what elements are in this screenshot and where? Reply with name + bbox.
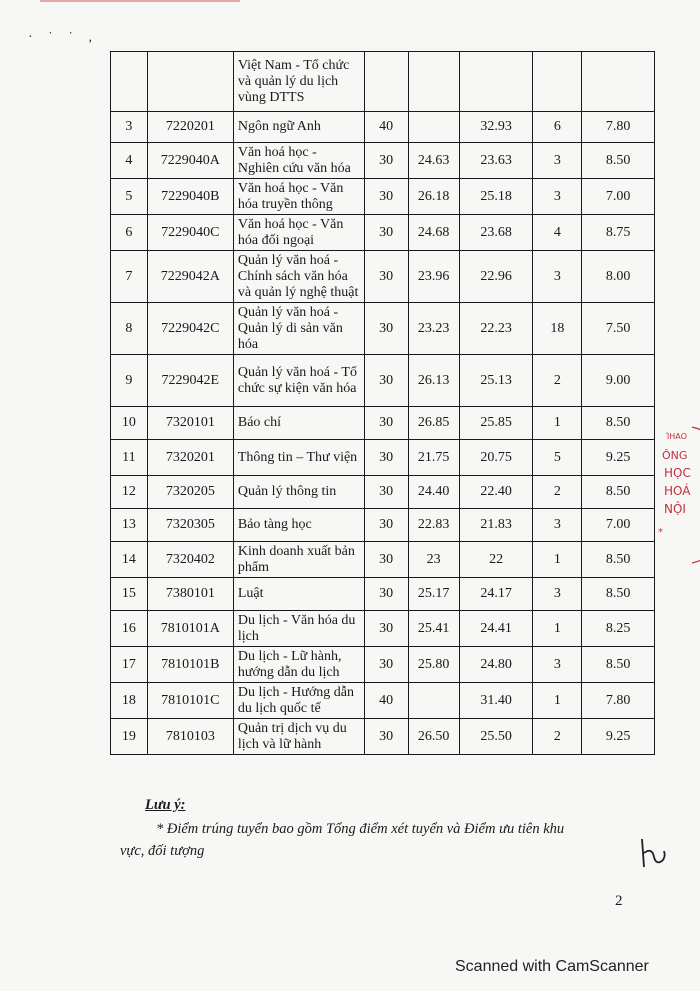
cell-code: 7380101 xyxy=(147,578,233,611)
table-row xyxy=(111,407,655,440)
cell-point: 7.50 xyxy=(582,303,655,355)
cell-quota: 30 xyxy=(364,578,408,611)
cell-code: 7320201 xyxy=(147,440,233,476)
cell-score: 26.13 xyxy=(408,355,459,407)
cell-quota: 30 xyxy=(364,251,408,303)
cell-score: 26.18 xyxy=(408,179,459,215)
cell-code: 7220201 xyxy=(147,112,233,143)
cell-point: 8.50 xyxy=(582,542,655,578)
cell-score-adjusted: 21.83 xyxy=(459,509,533,542)
cell-point: 8.50 xyxy=(582,407,655,440)
cell-score-adjusted: 22.96 xyxy=(459,251,533,303)
cell-score-adjusted: 22.40 xyxy=(459,476,533,509)
cell-quota: 40 xyxy=(364,683,408,719)
cell-name: Quản lý văn hoá - Chính sách văn hóa và quản lý nghệ thuật xyxy=(233,251,364,303)
cell-name: Du lịch - Hướng dẫn du lịch quốc tế xyxy=(233,683,364,719)
cell-stt: 11 xyxy=(111,440,148,476)
cell-stt: 3 xyxy=(111,112,148,143)
cell-count: 5 xyxy=(533,440,582,476)
table-row xyxy=(111,440,655,476)
cell-point: 9.25 xyxy=(582,719,655,755)
cell-count: 3 xyxy=(533,179,582,215)
cell-point: 8.00 xyxy=(582,251,655,303)
cell-point: 8.50 xyxy=(582,647,655,683)
cell-count: 4 xyxy=(533,215,582,251)
cell-quota: 40 xyxy=(364,112,408,143)
cell-point: 8.75 xyxy=(582,215,655,251)
cell-code: 7229042C xyxy=(147,303,233,355)
cell-code: 7810103 xyxy=(147,719,233,755)
cell-point: 8.25 xyxy=(582,611,655,647)
table-row xyxy=(111,112,655,143)
cell-stt: 15 xyxy=(111,578,148,611)
svg-text:ÔNG: ÔNG xyxy=(662,449,688,462)
cell-code: 7229042E xyxy=(147,355,233,407)
cell-quota: 30 xyxy=(364,509,408,542)
cell-count: 18 xyxy=(533,303,582,355)
table-body xyxy=(111,52,655,755)
cell-stt: 12 xyxy=(111,476,148,509)
cell-score-adjusted: 31.40 xyxy=(459,683,533,719)
cell-stt: 5 xyxy=(111,179,148,215)
cell-point: 7.80 xyxy=(582,112,655,143)
cell-stt: 13 xyxy=(111,509,148,542)
cell-name: Văn hoá học - Văn hóa đối ngoại xyxy=(233,215,364,251)
cell-stt: 18 xyxy=(111,683,148,719)
cell-code: 7320402 xyxy=(147,542,233,578)
cell-quota: 30 xyxy=(364,143,408,179)
page-number: 2 xyxy=(615,893,623,909)
cell-score xyxy=(408,683,459,719)
svg-text:ΊΗΑΟ: ΊΗΑΟ xyxy=(666,432,688,441)
cell-count: 3 xyxy=(533,647,582,683)
cell-count: 1 xyxy=(533,611,582,647)
scan-edge-mark xyxy=(40,0,240,2)
cell-quota: 30 xyxy=(364,719,408,755)
cell-score xyxy=(408,112,459,143)
cell-point xyxy=(582,52,655,112)
cell-stt: 10 xyxy=(111,407,148,440)
cell-count: 3 xyxy=(533,251,582,303)
cell-score-adjusted: 25.50 xyxy=(459,719,533,755)
scanner-watermark: Scanned with CamScanner xyxy=(455,958,649,975)
cell-name: Luật xyxy=(233,578,364,611)
cell-quota: 30 xyxy=(364,303,408,355)
red-seal-stamp xyxy=(652,425,700,565)
note-line-2: vực, đối tượng xyxy=(120,843,205,859)
cell-score-adjusted: 25.85 xyxy=(459,407,533,440)
cell-score: 24.40 xyxy=(408,476,459,509)
svg-text:NỘI: NỘI xyxy=(664,502,686,516)
cell-score: 23 xyxy=(408,542,459,578)
table-row xyxy=(111,647,655,683)
cell-point: 7.00 xyxy=(582,179,655,215)
cell-name: Bảo tàng học xyxy=(233,509,364,542)
cell-count: 3 xyxy=(533,578,582,611)
cell-code xyxy=(147,52,233,112)
cell-point: 7.80 xyxy=(582,683,655,719)
cell-quota xyxy=(364,52,408,112)
cell-score: 24.68 xyxy=(408,215,459,251)
cell-quota: 30 xyxy=(364,476,408,509)
cell-score: 25.41 xyxy=(408,611,459,647)
cell-score: 25.80 xyxy=(408,647,459,683)
table-row xyxy=(111,215,655,251)
svg-text:HOÁ: HOÁ xyxy=(664,484,691,498)
cell-stt: 9 xyxy=(111,355,148,407)
cell-score-adjusted: 24.80 xyxy=(459,647,533,683)
cell-score-adjusted: 24.41 xyxy=(459,611,533,647)
cell-name: Báo chí xyxy=(233,407,364,440)
table-row xyxy=(111,542,655,578)
cell-score: 23.23 xyxy=(408,303,459,355)
cell-code: 7229040A xyxy=(147,143,233,179)
cell-score xyxy=(408,52,459,112)
cell-name: Thông tin – Thư viện xyxy=(233,440,364,476)
cell-point: 7.00 xyxy=(582,509,655,542)
svg-text:HỌC: HỌC xyxy=(664,466,691,480)
cell-count: 6 xyxy=(533,112,582,143)
cell-point: 8.50 xyxy=(582,578,655,611)
cell-score: 21.75 xyxy=(408,440,459,476)
cell-code: 7810101B xyxy=(147,647,233,683)
cell-name: Việt Nam - Tổ chức và quản lý du lịch vùng DTTS xyxy=(233,52,364,112)
cell-name: Quản lý văn hoá - Quản lý di sản văn hóa xyxy=(233,303,364,355)
cell-score-adjusted xyxy=(459,52,533,112)
cell-stt: 16 xyxy=(111,611,148,647)
cell-count: 1 xyxy=(533,683,582,719)
table-row xyxy=(111,143,655,179)
cell-count: 3 xyxy=(533,509,582,542)
table-row xyxy=(111,179,655,215)
cell-stt: 7 xyxy=(111,251,148,303)
cell-name: Kinh doanh xuất bản phẩm xyxy=(233,542,364,578)
cell-count: 2 xyxy=(533,476,582,509)
table-row xyxy=(111,303,655,355)
cell-score-adjusted: 23.68 xyxy=(459,215,533,251)
svg-text:*: * xyxy=(658,527,663,538)
cell-quota: 30 xyxy=(364,611,408,647)
cell-score: 26.50 xyxy=(408,719,459,755)
table-row xyxy=(111,683,655,719)
table-row xyxy=(111,251,655,303)
cell-quota: 30 xyxy=(364,355,408,407)
handwritten-initials xyxy=(636,833,670,873)
cell-score-adjusted: 23.63 xyxy=(459,143,533,179)
cell-code: 7810101A xyxy=(147,611,233,647)
cell-code: 7320305 xyxy=(147,509,233,542)
cell-count: 2 xyxy=(533,719,582,755)
cell-quota: 30 xyxy=(364,647,408,683)
cell-score-adjusted: 22.23 xyxy=(459,303,533,355)
cell-code: 7229040B xyxy=(147,179,233,215)
cell-stt: 8 xyxy=(111,303,148,355)
cell-count: 1 xyxy=(533,407,582,440)
table-row xyxy=(111,355,655,407)
cell-stt xyxy=(111,52,148,112)
cell-stt: 19 xyxy=(111,719,148,755)
note-section xyxy=(120,793,665,863)
cell-point: 9.25 xyxy=(582,440,655,476)
cell-code: 7229040C xyxy=(147,215,233,251)
cell-name: Văn hoá học - Nghiên cứu văn hóa xyxy=(233,143,364,179)
cell-point: 8.50 xyxy=(582,143,655,179)
table-row xyxy=(111,719,655,755)
cell-code: 7320101 xyxy=(147,407,233,440)
cell-quota: 30 xyxy=(364,440,408,476)
cell-stt: 17 xyxy=(111,647,148,683)
table-row xyxy=(111,578,655,611)
table-row xyxy=(111,52,655,112)
cell-name: Du lịch - Văn hóa du lịch xyxy=(233,611,364,647)
cell-count: 3 xyxy=(533,143,582,179)
cell-point: 8.50 xyxy=(582,476,655,509)
cell-name: Ngôn ngữ Anh xyxy=(233,112,364,143)
cell-name: Văn hoá học - Văn hóa truyền thông xyxy=(233,179,364,215)
cell-score-adjusted: 25.18 xyxy=(459,179,533,215)
cell-score-adjusted: 24.17 xyxy=(459,578,533,611)
cell-quota: 30 xyxy=(364,179,408,215)
cell-name: Quản lý thông tin xyxy=(233,476,364,509)
admission-score-table xyxy=(110,51,655,755)
cell-quota: 30 xyxy=(364,215,408,251)
cell-count: 1 xyxy=(533,542,582,578)
cell-count: 2 xyxy=(533,355,582,407)
cell-name: Quản trị dịch vụ du lịch và lữ hành xyxy=(233,719,364,755)
cell-name: Quản lý văn hoá - Tổ chức sự kiện văn hóa xyxy=(233,355,364,407)
cell-name: Du lịch - Lữ hành, hướng dẫn du lịch xyxy=(233,647,364,683)
cell-point: 9.00 xyxy=(582,355,655,407)
table-row xyxy=(111,476,655,509)
cell-score: 23.96 xyxy=(408,251,459,303)
table-row xyxy=(111,611,655,647)
table-row xyxy=(111,509,655,542)
cell-score-adjusted: 32.93 xyxy=(459,112,533,143)
cell-stt: 6 xyxy=(111,215,148,251)
cell-count xyxy=(533,52,582,112)
scan-specks: · ˙ ˙ , xyxy=(28,30,98,45)
cell-quota: 30 xyxy=(364,407,408,440)
cell-quota: 30 xyxy=(364,542,408,578)
cell-score-adjusted: 22 xyxy=(459,542,533,578)
cell-code: 7229042A xyxy=(147,251,233,303)
cell-code: 7320205 xyxy=(147,476,233,509)
cell-code: 7810101C xyxy=(147,683,233,719)
cell-stt: 14 xyxy=(111,542,148,578)
cell-score-adjusted: 25.13 xyxy=(459,355,533,407)
cell-score: 25.17 xyxy=(408,578,459,611)
cell-score: 24.63 xyxy=(408,143,459,179)
cell-score: 22.83 xyxy=(408,509,459,542)
note-line-1: * Điểm trúng tuyển bao gồm Tổng điểm xét tuyển và Điểm ưu tiên khu xyxy=(156,821,565,837)
note-title: Lưu ý: xyxy=(145,797,186,813)
cell-score-adjusted: 20.75 xyxy=(459,440,533,476)
cell-score: 26.85 xyxy=(408,407,459,440)
cell-stt: 4 xyxy=(111,143,148,179)
